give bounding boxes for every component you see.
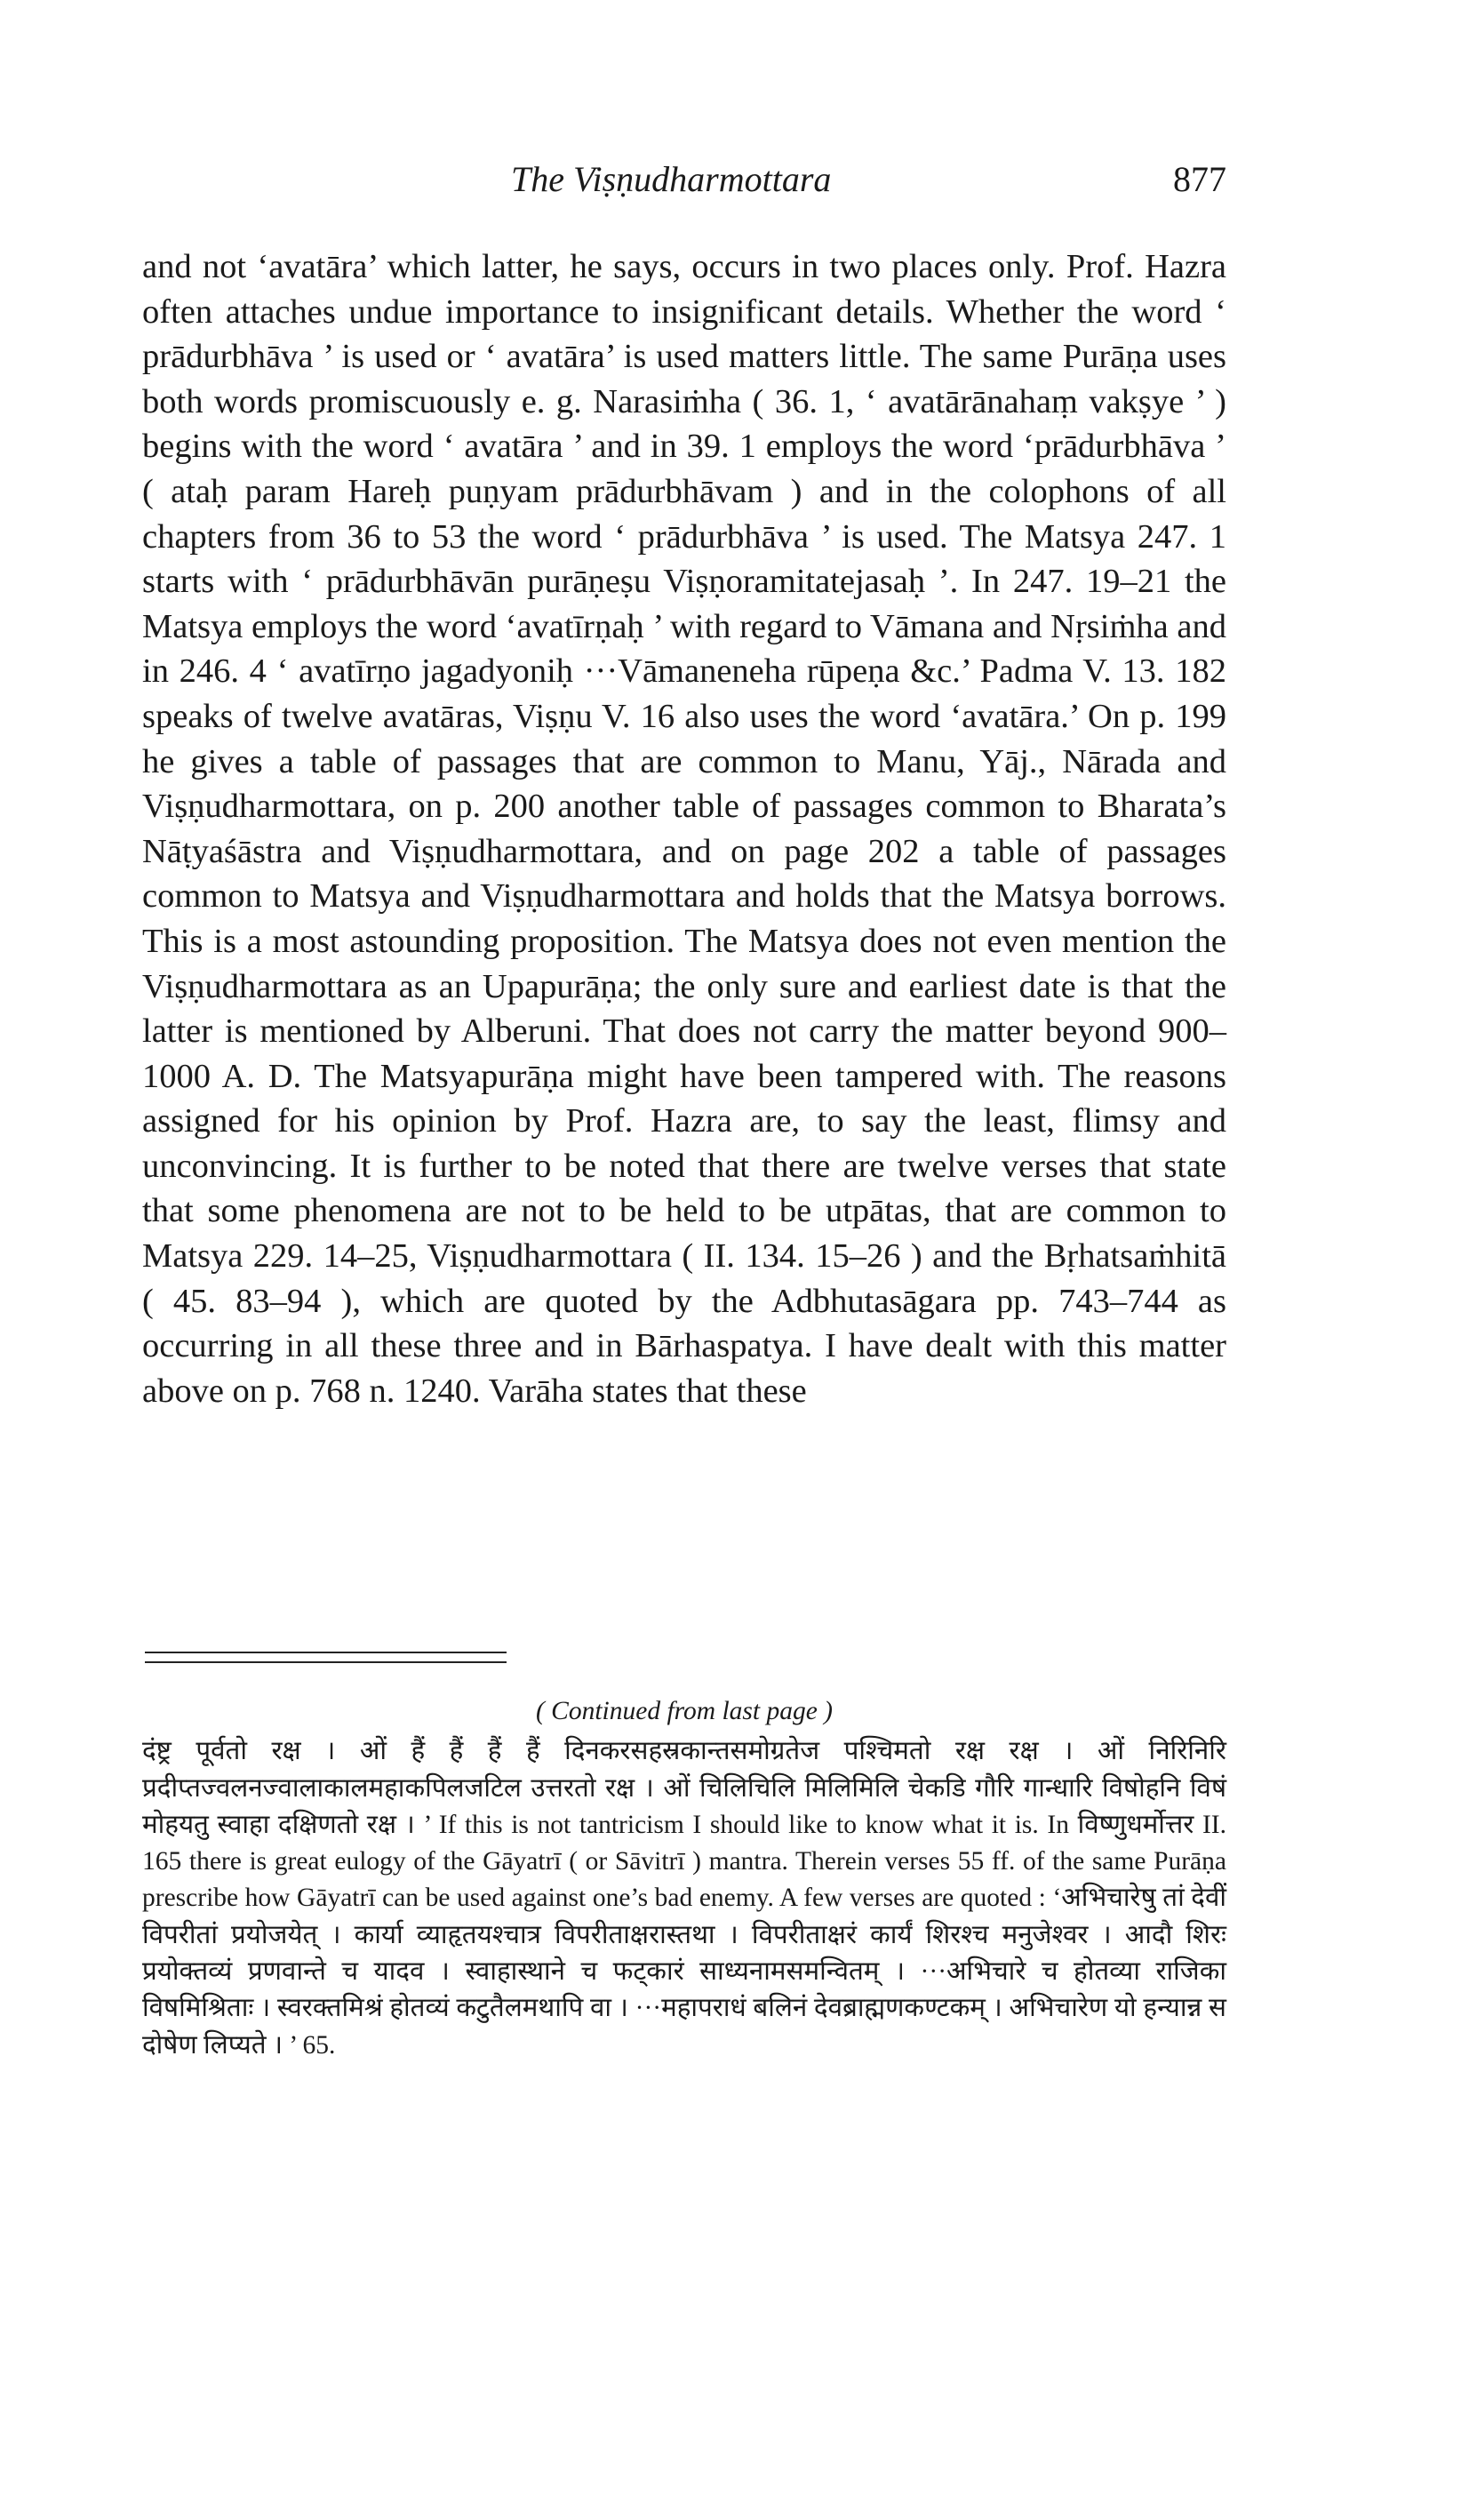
footnote-text: दंष्ट्र पूर्वतो रक्ष । ओं हैं हैं हैं हैं दिनकरसहस्रकान्तसमोग्रतेज पश्चिमतो रक्ष रक्ष । ओं निरिनिरि प्रदीप्तज्वलनज्वालाकालमहाकपिलजटिल उत्तरतो रक्ष । ओं चिलिचिलि मिलिमिलि चेकडि गौरि गान्धारि विषोहनि विषं मोहयतु स्वाहा दक्षिणतो रक्ष । ’ If this is not tantricism I should like to know what it is. In विष्णुधर्मोत्तर II. 165 there is great eulogy of the Gāyatrī ( or Sāvitrī ) mantra. Therein verses 55 ff. of the same Purāṇa prescribe how Gāyatrī can be used against one’s bad enemy. A few verses are quoted : ‘अभिचारेषु तां देवीं विपरीतां प्रयोजयेत् । कार्या व्याहृतयश्चात्र विपरीताक्षरास्तथा । विपरीताक्षरं कार्यं शिरश्च मनुजेश्वर । आदौ शिरः प्रयोक्तव्यं प्रणवान्ते च यादव । स्वाहास्थाने च फट्कारं साध्यनामसमन्वितम् । ···अभिचारे च होतव्या राजिका विषमिश्रिताः । स्वरक्तमिश्रं होतव्यं कटुतैलमथापि वा । ···महापराधं बलिनं देवब्राह्मणकण्टकम् । अभिचारेण यो हन्यान्न स दोषेण लिप्यते । ’ 65. xyxy=(142,1737,1226,2060)
page-header xyxy=(142,158,1226,212)
continued-label: ( Continued from last page ) xyxy=(535,1697,834,1725)
running-title: The Viṣṇudharmottara xyxy=(511,159,832,199)
body-paragraph: and not ‘avatāra’ which latter, he says, occurs in two places only. Prof. Hazra often attaches undue importance to insignificant details. Whether the word ‘ prādurbhāva ’ is used or ‘ avatāra’ is used matters little. The same Purāṇa uses both words promiscuously e. g. Narasiṁha ( 36. 1, ‘ avatārānahaṃ vakṣye ’ ) begins with the word ‘ avatāra ’ and in 39. 1 employs the word ‘prādurbhāva ’ ( ataḥ param Hareḥ puṇyam prādurbhāvam ) and in the colophons of all chapters from 36 to 53 the word ‘ prādurbhāva ’ is used. The Matsya 247. 1 starts with ‘ prādurbhāvān purāṇeṣu Viṣṇoramitatejasaḥ ’. In 247. 19–21 the Matsya employs the word ‘avatīrṇaḥ ’ with regard to Vāmana and Nṛsiṁha and in 246. 4 ‘ avatīrṇo jagadyoniḥ ···Vāmaneneha rūpeṇa &c.’ Padma V. 13. 182 speaks of twelve avatāras, Viṣṇu V. 16 also uses the word ‘avatāra.’ On p. 199 he gives a table of passages that are common to Manu, Yāj., Nārada and Viṣṇudharmottara, on p. 200 another table of passages common to Bharata’s Nāṭyaśāstra and Viṣṇudharmottara, and on page 202 a table of passages common to Matsya and Viṣṇudharmottara and holds that the Matsya borrows. This is a most astounding proposition. The Matsya does not even mention the Viṣṇudharmottara as an Upapurāṇa; the only sure and earliest date is that the latter is mentioned by Alberuni. That does not carry the matter beyond 900–1000 A. D. The Matsyapurāṇa might have been tampered with. The reasons assigned for his opinion by Prof. Hazra are, to say the least, flimsy and unconvincing. It is further to be noted that there are twelve verses that state that some phenomena are not to be held to be utpātas, that are common to Matsya 229. 14–25, Viṣṇudharmottara ( II. 134. 15–26 ) and the Bṛhatsaṁhitā ( 45. 83–94 ), which are quoted by the Adbhutasāgara pp. 743–744 as occurring in all these three and in Bārhaspatya. I have dealt with this matter above on p. 768 n. 1240. Varāha states that these xyxy=(142,248,1226,1410)
footnote-separator xyxy=(145,1652,507,1663)
page-number: 877 xyxy=(1173,159,1226,199)
footnote xyxy=(142,1693,1226,2064)
main-text xyxy=(142,244,1226,1413)
